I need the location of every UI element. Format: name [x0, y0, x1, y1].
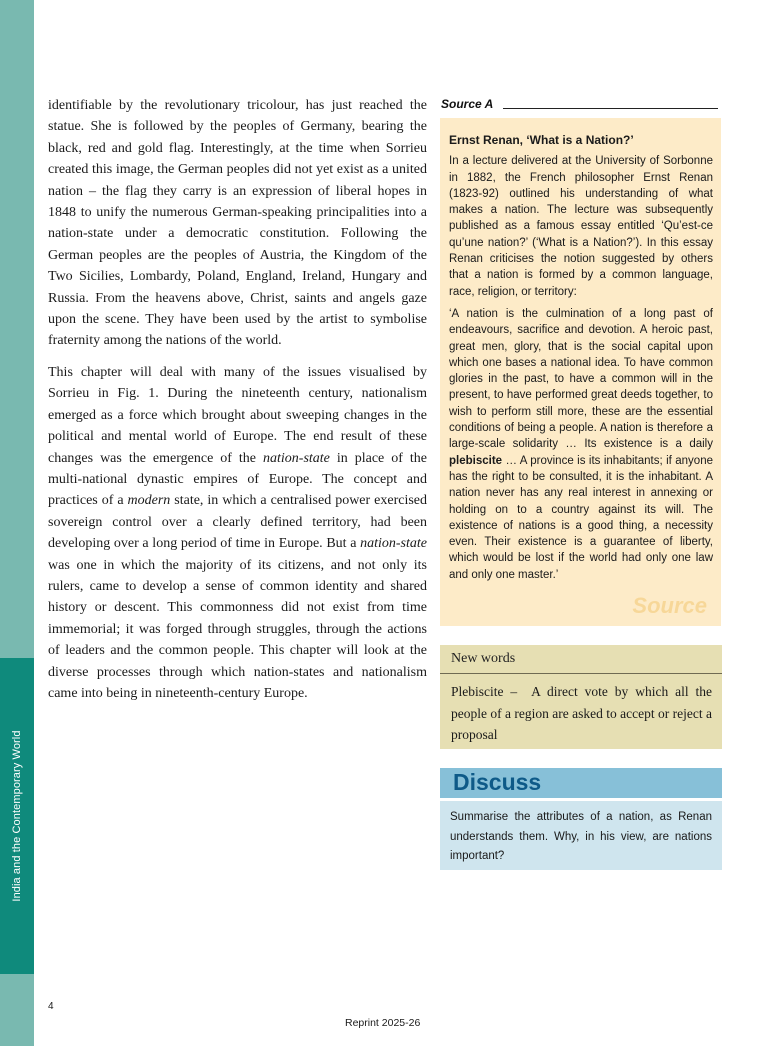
sidebar-band-top — [0, 0, 34, 658]
source-header — [441, 97, 718, 113]
paragraph-2: This chapter will deal with many of the issues visualised by Sorrieu in Fig. 1. During the nineteenth century, nationalism emerged as a force which brought about sweeping changes in the political and mental world of Europe. The end result of these changes was the emergence of the nation-state in place of the multi-national dynastic empires of Europe. The concept and practices of a modern state, in which a centralised power exercised sovereign control over a clearly defined territory, had been developing over a long period of time in Europe. But a nation-state was one in which the majority of its citizens, and not only its rulers, came to develop a sense of common identity and shared history or descent. This commonness did not exist from time immemorial; it was forged through struggles, through the actions of leaders and the common people. This chapter will look at the diverse processes through which nation-states and nationalism came into being in nineteenth-century Europe. — [48, 364, 428, 701]
sidebar-band-bottom — [0, 974, 34, 1046]
sidebar-book-title: India and the Contemporary World — [11, 730, 23, 902]
source-header-rule — [503, 108, 718, 109]
main-text-column — [48, 95, 427, 704]
discuss-text: Summarise the attributes of a nation, as Renan understands them. Why, in his view, are nations important? — [440, 801, 722, 870]
new-words-definition: A direct vote by which all the people of a region are asked to accept or reject a proposal — [451, 684, 712, 742]
discuss-header — [440, 768, 722, 798]
source-quote: ‘A nation is the culmination of a long past of endeavours, sacrifice and devotion. A heroic past, great men, glory, that is the social capital upon which one bases a national idea. To have common glories in the past, to have a common will in the present, to have performed great deeds together, to wish to perform still more, these are the essential conditions of being a people. A nation is therefore a large-scale solidarity … Its existence is a daily plebiscite … A province is its inhabitants; if anyone has the right to be consulted, it is the inhabitant. A nation never has any real interest in annexing or holding on to a country against its will. The existence of nations is a good thing, a necessity even. Their existence is a guarantee of liberty, which would be lost if the world had only one law and only one master.’ — [449, 307, 713, 581]
term-plebiscite: plebiscite — [449, 454, 503, 467]
source-title: Ernst Renan, ‘What is a Nation?’ — [449, 133, 634, 147]
source-intro: In a lecture delivered at the University of Sorbonne in 1882, the French philosopher Ernst Renan (1823-92) outlined his understanding of what makes a nation. The lecture was subsequently published as a famous essay entitled ‘Qu’est-ce qu’une nation?’ (‘What is a Nation?’). In this essay Renan criticises the notion suggested by others that a nation is formed by a common language, race, religion, or territory: — [449, 155, 713, 298]
discuss-heading: Discuss — [453, 769, 542, 795]
source-box — [440, 118, 721, 626]
new-words-box — [440, 645, 722, 749]
reprint-note: Reprint 2025-26 — [345, 1017, 421, 1029]
source-watermark: Source — [632, 592, 707, 618]
page-number: 4 — [48, 1001, 54, 1012]
source-label: Source A — [441, 97, 497, 111]
paragraph-1: identifiable by the revolutionary tricolour, has just reached the statue. She is followed by the peoples of Germany, bearing the black, red and gold flag. Interestingly, at the time when Sorrieu created this image, the German peoples did not yet exist as a united nation – the flag they carry is an expression of liberal hopes in 1848 to unify the numerous German-speaking principalities into a nation-state under a democratic constitution. Following the German peoples are the peoples of Austria, the Kingdom of the Two Sicilies, Lombardy, Poland, England, Ireland, Hungary and Russia. From the heavens above, Christ, saints and angels gaze upon the scene. They have been used by the artist to symbolise fraternity among the nations of the world. — [48, 98, 427, 349]
new-words-entry — [440, 674, 722, 746]
term-nation-state: nation-state — [263, 450, 330, 466]
term-modern: modern — [127, 493, 171, 509]
term-nation-state-2: nation-state — [360, 536, 427, 552]
new-words-term: Plebiscite – — [451, 684, 518, 699]
new-words-heading: New words — [440, 645, 722, 674]
